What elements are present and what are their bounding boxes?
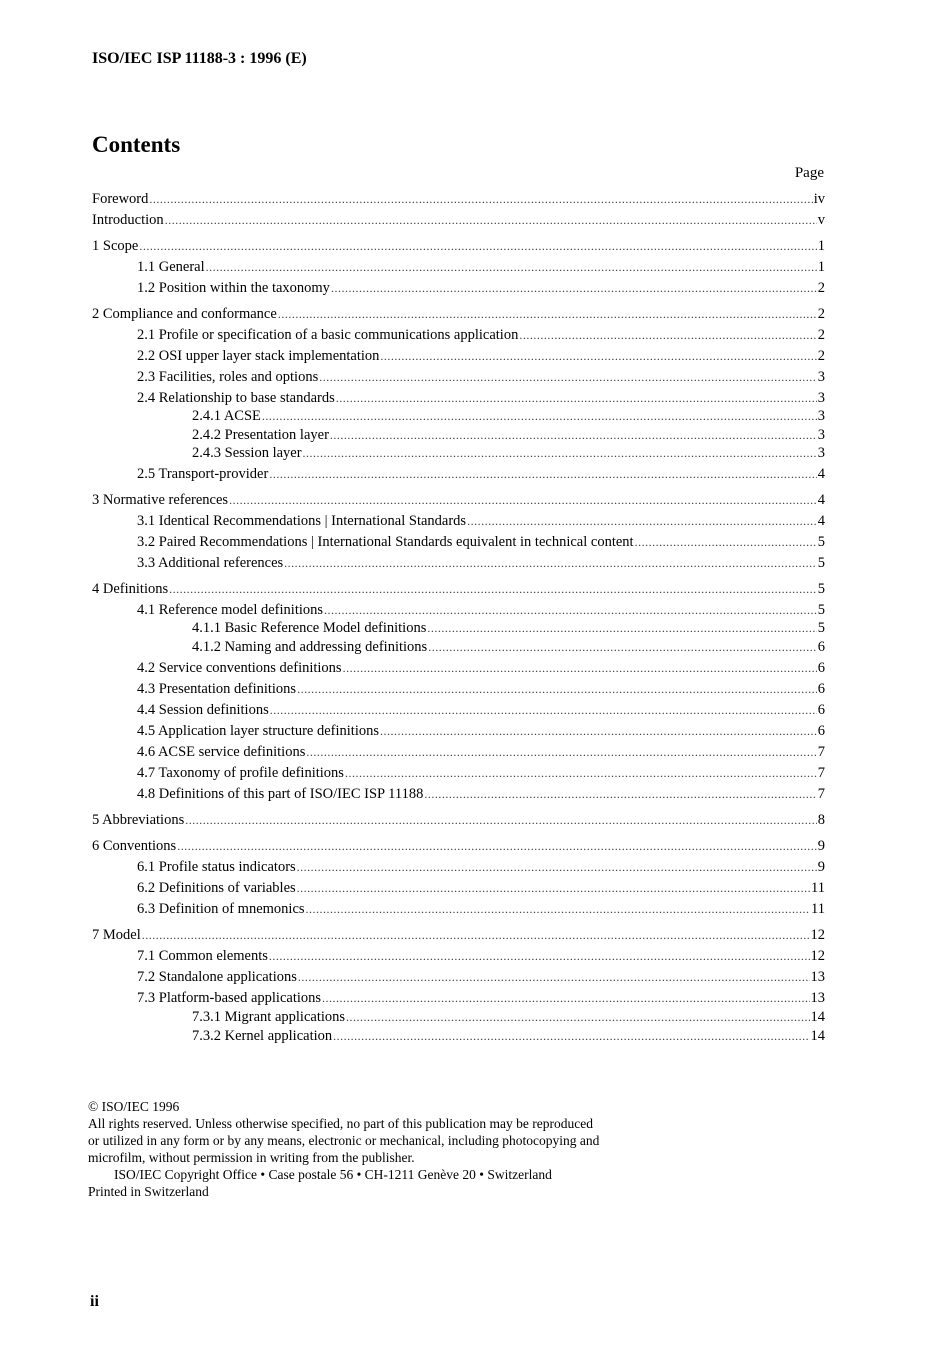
toc-entry-title: 4.8 Definitions of this part of ISO/IEC ISP 11188 <box>137 786 424 802</box>
copyright-line: © ISO/IEC 1996 <box>88 1099 180 1114</box>
toc-entry-page: 12 <box>810 948 825 964</box>
toc-entry-page: 11 <box>811 901 825 917</box>
toc-entry-page: 6 <box>817 660 825 676</box>
toc-entry-page: 3 <box>817 445 825 461</box>
dot-leader <box>278 307 817 322</box>
toc-entry-title: 7.3 Platform-based applications <box>137 990 322 1006</box>
toc-entry-title: 2.4 Relationship to base standards <box>137 390 335 406</box>
toc-entry[interactable] <box>92 280 825 300</box>
toc-entry-page: 7 <box>817 765 825 781</box>
toc-entry[interactable] <box>92 744 825 764</box>
dot-leader <box>284 556 817 571</box>
toc-entry[interactable] <box>92 620 825 640</box>
toc-entry[interactable] <box>92 812 825 832</box>
dot-leader <box>343 661 817 676</box>
toc-entry-page: 5 <box>817 555 825 571</box>
dot-leader <box>306 902 811 917</box>
toc-entry-title: 6.1 Profile status indicators <box>137 859 296 875</box>
toc-entry-page: 5 <box>817 534 825 550</box>
toc-entry-title: 4.1.2 Naming and addressing definitions <box>192 639 428 655</box>
dot-leader <box>165 213 817 228</box>
toc-entry-page: iv <box>813 191 825 207</box>
toc-entry-title: 7.2 Standalone applications <box>137 969 297 985</box>
toc-entry[interactable] <box>92 306 825 326</box>
document-header: ISO/IEC ISP 11188-3 : 1996 (E) <box>92 50 307 67</box>
toc-entry[interactable] <box>92 427 825 447</box>
toc-entry-page: 5 <box>817 602 825 618</box>
printed-in: Printed in Switzerland <box>88 1184 209 1199</box>
toc-entry[interactable] <box>92 1028 825 1048</box>
toc-entry[interactable] <box>92 212 825 232</box>
dot-leader <box>330 428 817 443</box>
toc-entry[interactable] <box>92 492 825 512</box>
toc-entry[interactable] <box>92 969 825 989</box>
toc-entry-title: 7.3.2 Kernel application <box>192 1028 333 1044</box>
toc-entry-page: 7 <box>817 744 825 760</box>
toc-entry-title: 4.7 Taxonomy of profile definitions <box>137 765 344 781</box>
toc-entry[interactable] <box>92 369 825 389</box>
dot-leader <box>177 839 817 854</box>
toc-entry-title: 2.1 Profile or specification of a basic communications application <box>137 327 519 343</box>
dot-leader <box>333 1029 809 1044</box>
toc-entry[interactable] <box>92 408 825 428</box>
copyright-notice <box>88 1098 688 1200</box>
toc-entry-page: 2 <box>817 306 825 322</box>
toc-entry-title: 3.3 Additional references <box>137 555 284 571</box>
toc-entry-title: 7.3.1 Migrant applications <box>192 1009 346 1025</box>
toc-entry-page: 2 <box>817 327 825 343</box>
dot-leader <box>428 640 817 655</box>
rights-line: microfilm, without permission in writing from the publisher. <box>88 1150 415 1165</box>
dot-leader <box>324 603 817 618</box>
dot-leader <box>336 391 817 406</box>
toc-entry[interactable] <box>92 445 825 465</box>
toc-entry-title: 4 Definitions <box>92 581 169 597</box>
page-number: ii <box>90 1293 99 1310</box>
toc-entry-title: Introduction <box>92 212 164 228</box>
toc-entry-page: 14 <box>810 1028 825 1044</box>
dot-leader <box>262 409 817 424</box>
toc-entry-title: 7.1 Common elements <box>137 948 268 964</box>
toc-entry-page: 9 <box>817 859 825 875</box>
toc-entry[interactable] <box>92 466 825 486</box>
toc-entry[interactable] <box>92 948 825 968</box>
toc-entry[interactable] <box>92 723 825 743</box>
toc-entry-title: 4.3 Presentation definitions <box>137 681 297 697</box>
dot-leader <box>297 860 817 875</box>
toc-entry[interactable] <box>92 880 825 900</box>
toc-entry-page: 4 <box>817 492 825 508</box>
dot-leader <box>346 1010 809 1025</box>
toc-entry-page: 1 <box>817 259 825 275</box>
toc-entry-page: 3 <box>817 427 825 443</box>
toc-entry-title: 1 Scope <box>92 238 139 254</box>
toc-entry[interactable] <box>92 765 825 785</box>
toc-entry[interactable] <box>92 639 825 659</box>
toc-entry-title: 4.2 Service conventions definitions <box>137 660 342 676</box>
toc-entry[interactable] <box>92 191 825 211</box>
toc-entry-page: 2 <box>817 280 825 296</box>
toc-entry-title: 2 Compliance and conformance <box>92 306 277 322</box>
toc-entry-title: 1.1 General <box>137 259 205 275</box>
toc-entry-title: 4.5 Application layer structure definitions <box>137 723 380 739</box>
toc-entry[interactable] <box>92 534 825 554</box>
toc-entry-page: 6 <box>817 702 825 718</box>
toc-entry[interactable] <box>92 581 825 601</box>
dot-leader <box>322 991 809 1006</box>
toc-entry[interactable] <box>92 390 825 410</box>
dot-leader <box>635 535 817 550</box>
dot-leader <box>380 724 817 739</box>
toc-entry-page: 13 <box>810 969 825 985</box>
toc-entry[interactable] <box>92 660 825 680</box>
dot-leader <box>331 281 817 296</box>
toc-entry[interactable] <box>92 859 825 879</box>
toc-entry-page: 3 <box>817 408 825 424</box>
toc-entry-page: 8 <box>817 812 825 828</box>
toc-entry-title: 2.2 OSI upper layer stack implementation <box>137 348 380 364</box>
toc-entry[interactable] <box>92 901 825 921</box>
dot-leader <box>269 949 810 964</box>
toc-entry-page: 14 <box>810 1009 825 1025</box>
dot-leader <box>139 239 816 254</box>
toc-entry-title: Foreword <box>92 191 149 207</box>
toc-entry-title: 4.1.1 Basic Reference Model definitions <box>192 620 427 636</box>
dot-leader <box>298 970 810 985</box>
toc-entry-title: 2.4.2 Presentation layer <box>192 427 329 443</box>
toc-entry[interactable] <box>92 681 825 701</box>
rights-line: or utilized in any form or by any means, electronic or mechanical, including photocopying and <box>88 1133 600 1148</box>
toc-entry-page: 6 <box>817 681 825 697</box>
toc-entry-page: 1 <box>817 238 825 254</box>
toc-entry[interactable] <box>92 602 825 622</box>
toc-entry-title: 2.4.3 Session layer <box>192 445 302 461</box>
dot-leader <box>345 766 817 781</box>
toc-entry-page: 11 <box>811 880 825 896</box>
dot-leader <box>229 493 817 508</box>
toc-entry-page: v <box>817 212 825 228</box>
toc-entry-page: 6 <box>817 723 825 739</box>
dot-leader <box>519 328 816 343</box>
toc-entry-title: 1.2 Position within the taxonomy <box>137 280 330 296</box>
dot-leader <box>467 514 817 529</box>
toc-entry[interactable] <box>92 259 825 279</box>
toc-entry-title: 3.1 Identical Recommendations | International Standards <box>137 513 467 529</box>
toc-entry[interactable] <box>92 702 825 722</box>
toc-entry-page: 9 <box>817 838 825 854</box>
toc-entry[interactable] <box>92 555 825 575</box>
dot-leader <box>424 787 816 802</box>
dot-leader <box>149 192 812 207</box>
toc-entry-title: 4.1 Reference model definitions <box>137 602 324 618</box>
toc-entry-title: 2.4.1 ACSE <box>192 408 261 424</box>
toc-entry-title: 4.6 ACSE service definitions <box>137 744 306 760</box>
dot-leader <box>270 703 817 718</box>
toc-entry[interactable] <box>92 513 825 533</box>
dot-leader <box>306 745 816 760</box>
toc-entry[interactable] <box>92 990 825 1010</box>
toc-entry-page: 3 <box>817 369 825 385</box>
office-address: ISO/IEC Copyright Office • Case postale 56 • CH-1211 Genève 20 • Switzerland <box>114 1167 552 1182</box>
toc-entry-page: 5 <box>817 620 825 636</box>
dot-leader <box>380 349 816 364</box>
dot-leader <box>297 881 810 896</box>
toc-entry-title: 2.3 Facilities, roles and options <box>137 369 319 385</box>
toc-entry[interactable] <box>92 838 825 858</box>
toc-entry[interactable] <box>92 327 825 347</box>
dot-leader <box>303 446 817 461</box>
toc-entry-title: 6.2 Definitions of variables <box>137 880 296 896</box>
toc-entry-page: 6 <box>817 639 825 655</box>
toc-entry-page: 4 <box>817 513 825 529</box>
dot-leader <box>297 682 817 697</box>
dot-leader <box>142 928 810 943</box>
toc-entry-title: 5 Abbreviations <box>92 812 185 828</box>
dot-leader <box>169 582 817 597</box>
toc-entry-page: 5 <box>817 581 825 597</box>
toc-entry-title: 6 Conventions <box>92 838 177 854</box>
toc-entry-title: 2.5 Transport-provider <box>137 466 269 482</box>
toc-entry-title: 4.4 Session definitions <box>137 702 269 718</box>
toc-entry-page: 4 <box>817 466 825 482</box>
dot-leader <box>185 813 817 828</box>
toc-entry-title: 6.3 Definition of mnemonics <box>137 901 305 917</box>
dot-leader <box>319 370 817 385</box>
page-column-label: Page <box>794 165 824 181</box>
toc-entry[interactable] <box>92 786 825 806</box>
toc-entry[interactable] <box>92 238 825 258</box>
toc-entry-page: 13 <box>810 990 825 1006</box>
toc-entry[interactable] <box>92 927 825 947</box>
toc-entry[interactable] <box>92 348 825 368</box>
dot-leader <box>206 260 817 275</box>
toc-entry-title: 3 Normative references <box>92 492 229 508</box>
toc-entry-page: 3 <box>817 390 825 406</box>
dot-leader <box>269 467 816 482</box>
toc-entry-page: 2 <box>817 348 825 364</box>
dot-leader <box>427 621 816 636</box>
toc-entry-page: 7 <box>817 786 825 802</box>
toc-entry-title: 3.2 Paired Recommendations | International Standards equivalent in technical content <box>137 534 634 550</box>
toc-entry-title: 7 Model <box>92 927 141 943</box>
contents-title: Contents <box>92 132 181 157</box>
toc-entry-page: 12 <box>810 927 825 943</box>
rights-line: All rights reserved. Unless otherwise specified, no part of this publication may be reproduced <box>88 1116 593 1131</box>
toc-entry[interactable] <box>92 1009 825 1029</box>
